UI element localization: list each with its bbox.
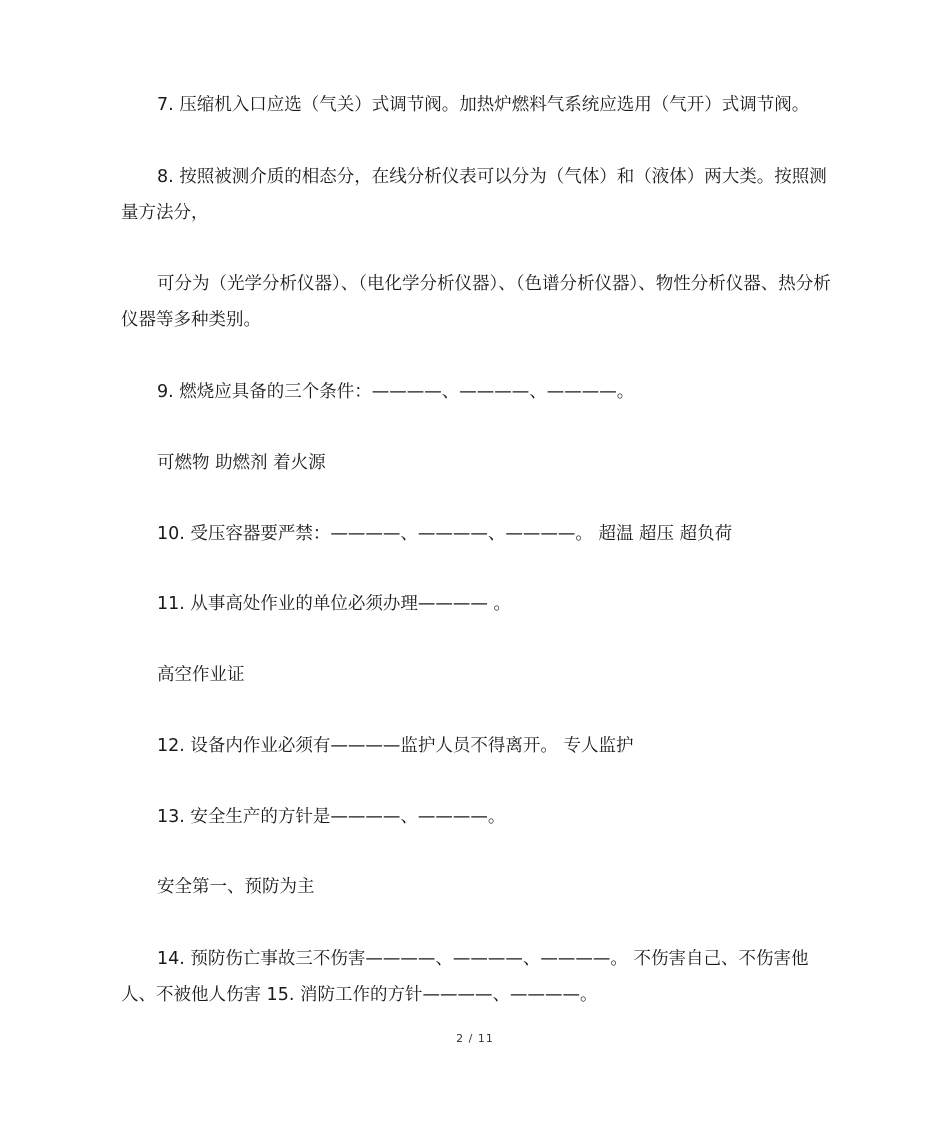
paragraph-item-13: 13. 安全生产的方针是————、————。	[157, 807, 506, 827]
answer-item-11: 高空作业证	[157, 665, 245, 685]
paragraph-item-12: 12. 设备内作业必须有————监护人员不得离开。 专人监护	[157, 736, 634, 756]
paragraph-item-11: 11. 从事高处作业的单位必须办理———— 。	[157, 594, 511, 614]
paragraph-item-7: 7. 压缩机入口应选（气关）式调节阀。加热炉燃料气系统应选用（气开）式调节阀。	[157, 95, 810, 115]
paragraph-item-8: 8. 按照被测介质的相态分，在线分析仪表可以分为（气体）和（液体）两大类。按照测量方法分，	[121, 167, 827, 223]
answer-item-13: 安全第一、预防为主	[157, 877, 315, 897]
paragraph-item-14-15: 14. 预防伤亡事故三不伤害————、————、————。 不伤害自己、不伤害他人、不被他人伤害 15. 消防工作的方针————、————。	[121, 949, 809, 1005]
paragraph-item-8-continued: 可分为（光学分析仪器）、（电化学分析仪器）、（色谱分析仪器）、物性分析仪器、热分析仪器等多种类别。	[121, 274, 831, 330]
paragraph-item-9: 9. 燃烧应具备的三个条件：————、————、————。	[157, 382, 635, 402]
answer-item-9: 可燃物 助燃剂 着火源	[157, 453, 326, 473]
page-number: 2 / 11	[456, 1032, 494, 1045]
paragraph-item-10: 10. 受压容器要严禁：————、————、————。 超温 超压 超负荷	[157, 524, 733, 544]
